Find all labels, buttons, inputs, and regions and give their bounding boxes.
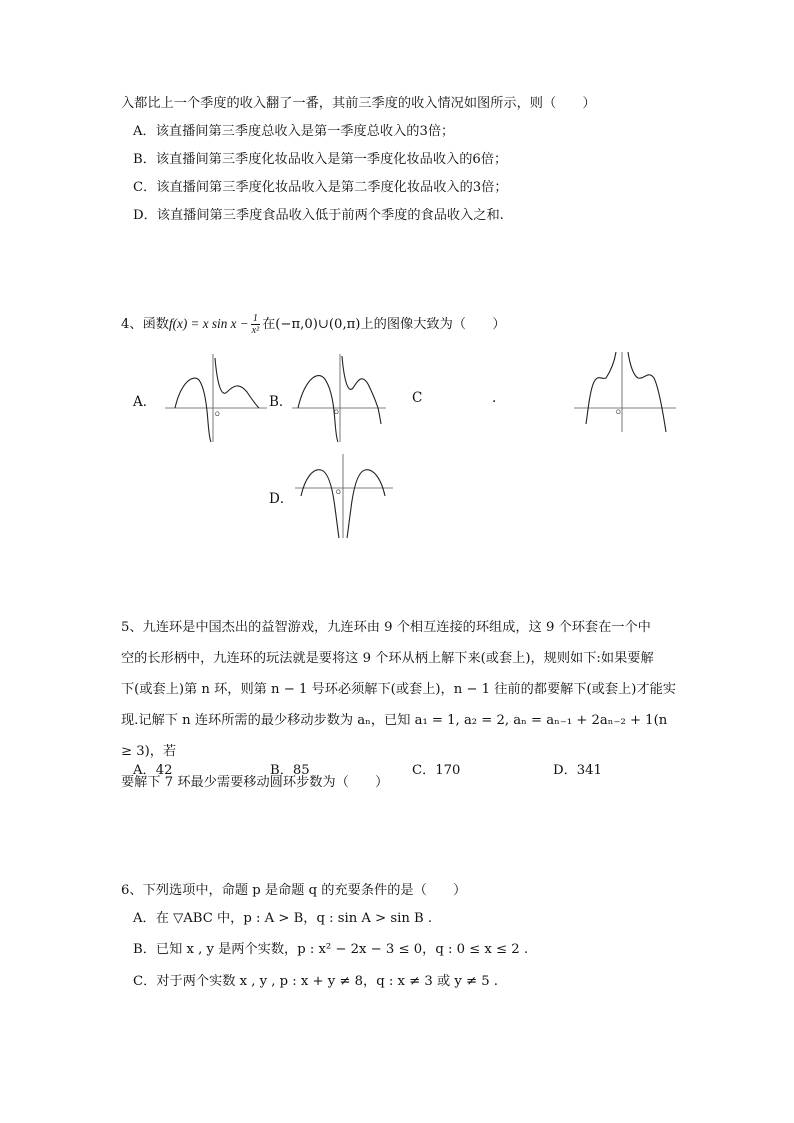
q4-function: f(x) = x sin x − [168, 316, 249, 331]
graph-d-origin-label: O [336, 490, 341, 496]
graph-b [290, 352, 390, 444]
q5-line-1: 5、九连环是中国杰出的益智游戏，九连环由 9 个相互连接的环组成，这 9 个环套在一个中 [121, 620, 651, 635]
q5-option-a: A．42 [133, 763, 173, 778]
graph-a-right-branch [215, 358, 259, 408]
graph-b-left-branch [298, 376, 338, 442]
q4-label-b: B． [269, 394, 293, 410]
q4-frac-numerator: 1 [251, 313, 260, 325]
q3-stem-tail: 入都比上一个季度的收入翻了一番，其前三季度的收入情况如图所示，则（ ） [121, 96, 596, 111]
q4-prefix: 4、函数 [121, 317, 169, 332]
q6-option-b: B．已知 x , y 是两个实数，p : x² − 2x − 3 ≤ 0，q : 0 ≤ x ≤ 2 . [133, 942, 529, 957]
q6-option-c: C．对于两个实数 x , y , p : x + y ≠ 8，q : x ≠ 3 或 y ≠ 5 . [133, 974, 498, 989]
q6-option-a: A．在 ▽ABC 中，p : A > B，q : sin A > sin B . [133, 911, 433, 926]
graph-c-right-branch [628, 352, 666, 432]
q4-label-a: A． [133, 394, 157, 410]
q5-line-4: 现.记解下 n 连环所需的最少移动步数为 aₙ，已知 a₁ = 1, a₂ = 2, aₙ = aₙ₋₁ + 2aₙ₋₂ + 1(n ≥ 3)，若 [121, 713, 668, 759]
q3-option-b: B．该直播间第三季度化妆品收入是第一季度化妆品收入的6倍； [133, 152, 508, 167]
q6-stem: 6、下列选项中，命题 p 是命题 q 的充要条件的是（ ） [121, 883, 467, 898]
q3-option-c: C．该直播间第三季度化妆品收入是第二季度化妆品收入的3倍； [133, 180, 508, 195]
q5-option-b: B．85 [270, 763, 310, 778]
q4-frac-denominator: x² [251, 325, 260, 336]
graph-d [293, 452, 399, 540]
q5-option-d: D．341 [553, 763, 602, 778]
q5-line-3: 下(或套上)第 n 环，则第 n − 1 号环必须解下(或套上)，n − 1 往前的都要解下(或套上)才能实 [121, 682, 676, 697]
graph-a-origin-label: O [215, 412, 220, 418]
q4-label-c: C [412, 390, 423, 406]
q5-option-c: C．170 [412, 763, 461, 778]
q3-option-a: A．该直播间第三季度总收入是第一季度总收入的3倍； [133, 124, 455, 139]
graph-d-left-branch [301, 470, 339, 538]
graph-d-right-branch [347, 470, 385, 538]
q4-stem [121, 313, 506, 336]
q4-label-d: D． [269, 491, 294, 507]
graph-a-left-branch [175, 378, 211, 442]
q5-line-5: 要解下 7 环最少需要移动圆环步数为（ ） [121, 775, 389, 790]
q3-option-d: D．该直播间第三季度食品收入低于前两个季度的食品收入之和. [133, 208, 504, 223]
graph-c-origin-label: O [616, 410, 621, 416]
graph-c [572, 350, 678, 434]
q4-fraction [251, 313, 260, 336]
graph-b-origin-label: O [334, 410, 339, 416]
q4-label-c-dot: . [492, 390, 497, 406]
q5-options [0, 759, 794, 779]
graph-a [163, 352, 269, 444]
q5-line-2: 空的长形柄中，九连环的玩法就是要将这 9 个环从柄上解下来(或套上)，规则如下:如果要解 [121, 651, 654, 666]
q4-domain-text: 在(−π,0)∪(0,π)上的图像大致为（ ） [262, 317, 506, 332]
graph-b-right-branch [342, 356, 381, 424]
graph-c-left-branch [586, 352, 616, 424]
